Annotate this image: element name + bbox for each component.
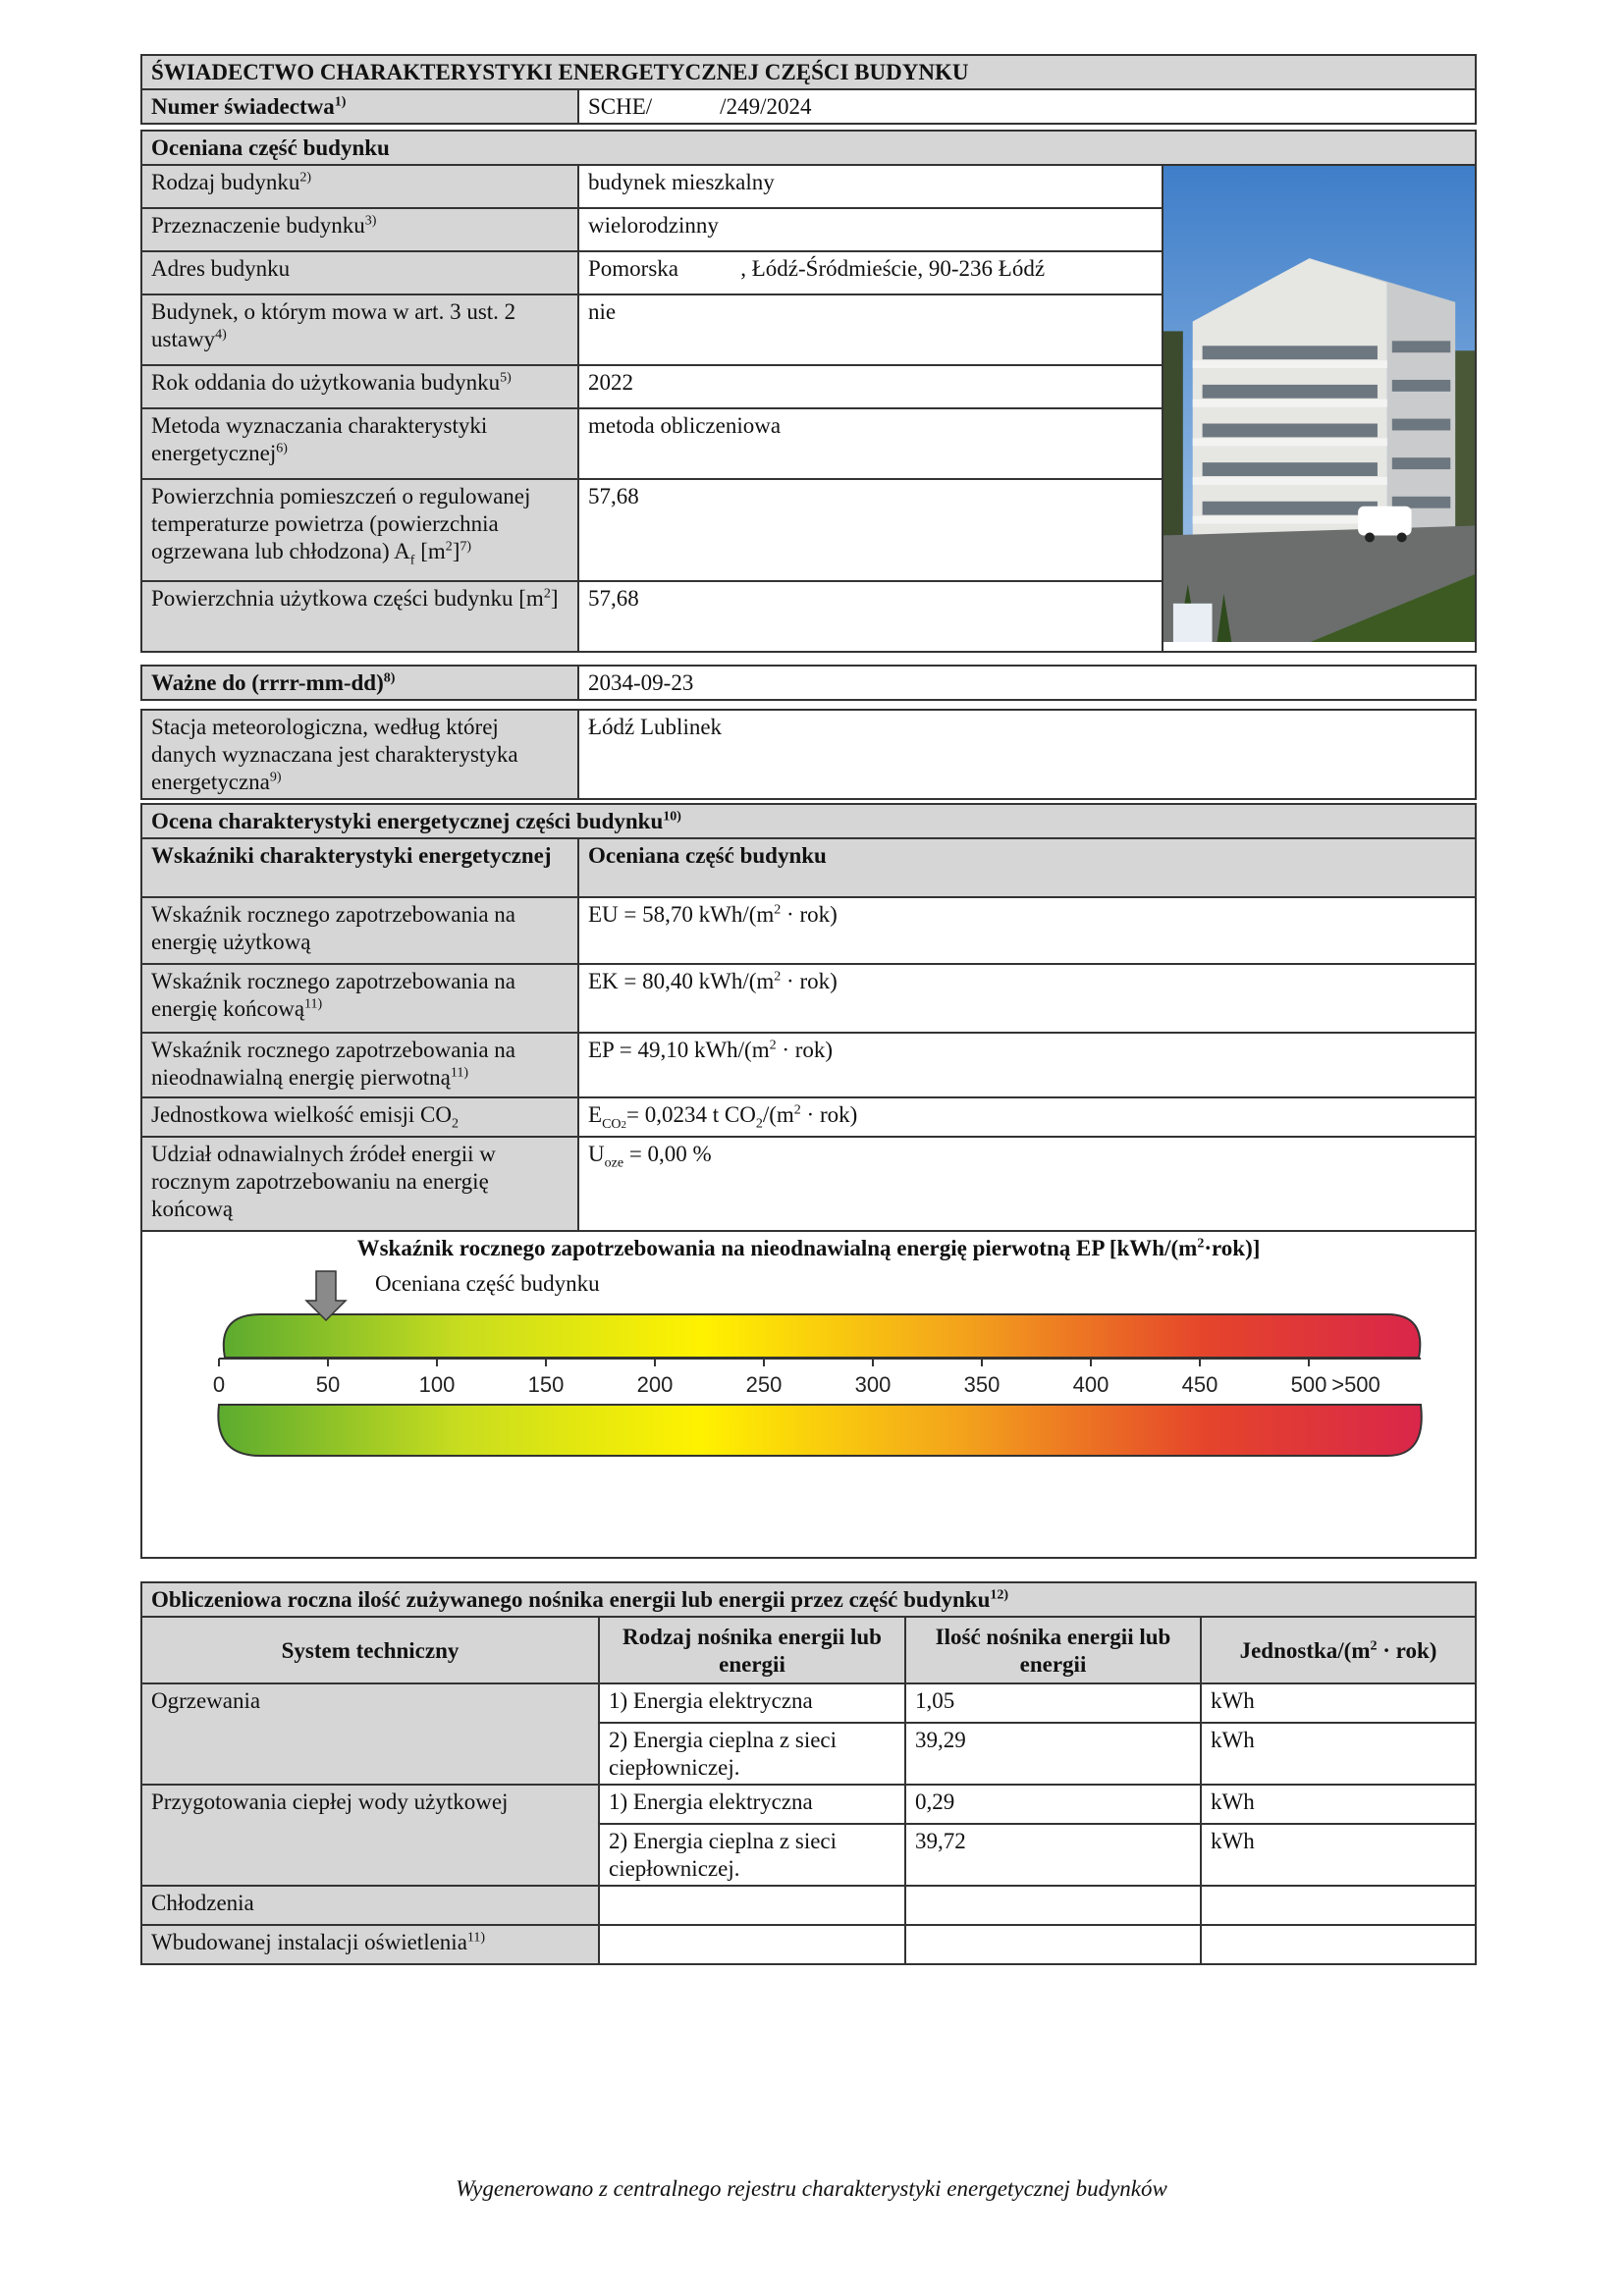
eu-label: Wskaźnik rocznego zapotrzebowania na energię użytkową — [141, 897, 578, 964]
table-cell: 1) Energia elektryczna — [599, 1785, 905, 1824]
label-text: Rok oddania do użytkowania budynku — [151, 370, 501, 395]
assessed-part-header: Oceniana część budynku — [578, 838, 1476, 897]
table-cell: kWh — [1201, 1683, 1476, 1723]
building-art3-label — [141, 294, 578, 365]
scale-tick-label: 350 — [963, 1372, 1001, 1397]
scale-tick-label: 500 — [1290, 1372, 1327, 1397]
superscript: 2 — [774, 969, 782, 985]
building-type-label — [141, 165, 578, 208]
consumption-section — [140, 1581, 1477, 1965]
ep-label — [141, 1033, 578, 1097]
building-photo — [1163, 166, 1475, 642]
col-amount-header: Ilość nośnika energii lub energii — [905, 1617, 1201, 1683]
table-cell — [905, 1925, 1201, 1964]
label-text: Obliczeniowa roczna ilość zużywanego nośnika energii lub energii przez część budynku — [151, 1587, 991, 1612]
value-text: = 0,0234 t CO — [626, 1102, 756, 1127]
label-text: Jednostkowa wielkość emisji CO — [151, 1102, 452, 1127]
footnote-ref: 7) — [460, 539, 472, 555]
building-purpose-label — [141, 208, 578, 251]
footnote-ref: 5) — [500, 370, 512, 386]
building-purpose-value: wielorodzinny — [578, 208, 1163, 251]
label-text: Stacja meteorologiczna, według której danych wyznaczana jest charakterystyka energetyczna — [151, 715, 518, 794]
table-cell: 39,29 — [905, 1723, 1201, 1785]
value-text: EP = 49,10 kWh/(m — [588, 1038, 770, 1062]
col-system-header: System techniczny — [141, 1617, 599, 1683]
scale-tick-label: 200 — [636, 1372, 674, 1397]
ep-value — [578, 1033, 1476, 1097]
subscript: f — [409, 553, 415, 568]
superscript: 2 — [445, 539, 453, 555]
table-cell: 1) Energia elektryczna — [599, 1683, 905, 1723]
table-cell: kWh — [1201, 1785, 1476, 1824]
certificate-number-text: SCHE/ /249/2024 — [588, 94, 812, 119]
building-art3-value: nie — [578, 294, 1163, 365]
footnote-ref: 10) — [663, 809, 681, 825]
footnote-ref: 11) — [450, 1065, 468, 1081]
value-text: /(m — [762, 1102, 794, 1127]
scale-tick-label: 0 — [212, 1372, 226, 1397]
scale-tick-label: 250 — [745, 1372, 783, 1397]
building-method-value: metoda obliczeniowa — [578, 408, 1163, 479]
building-photo-cell — [1163, 165, 1476, 652]
table-cell: kWh — [1201, 1824, 1476, 1886]
valid-until-value: 2034-09-23 — [578, 666, 1476, 700]
footer-note: Wygenerowano z centralnego rejestru charakterystyki energetycznej budynków — [456, 2176, 1167, 2201]
table-cell — [1201, 1925, 1476, 1964]
label-text: Wskaźnik rocznego zapotrzebowania na nieodnawialną energię pierwotną — [151, 1038, 516, 1090]
label-text: Ważne do (rrrr-mm-dd) — [151, 670, 384, 695]
oze-label: Udział odnawialnych źródeł energii w rocznym zapotrzebowaniu na energię końcową — [141, 1137, 578, 1231]
assessment-title — [141, 804, 1476, 838]
building-year-value: 2022 — [578, 365, 1163, 408]
label-text: Jednostka/(m — [1239, 1637, 1371, 1663]
ep-scale-panel — [140, 1232, 1477, 1559]
station-label — [141, 710, 578, 799]
superscript: 2 — [793, 1102, 801, 1118]
value-text: · rok) — [781, 902, 838, 927]
value-text: · rok) — [781, 969, 838, 993]
superscript: 2 — [543, 586, 551, 602]
subscript: 2 — [452, 1116, 459, 1132]
footnote-ref: 2) — [299, 170, 312, 186]
building-heated-area-label — [141, 479, 578, 581]
label-text: Wskaźnik rocznego zapotrzebowania na energię końcową — [151, 969, 516, 1021]
label-text: Powierzchnia pomieszczeń o regulowanej temperaturze powietrza (powierzchnia ogrzewana lub chłodzona) A — [151, 484, 531, 563]
label-text: ] — [550, 586, 559, 611]
station-value: Łódź Lublinek — [578, 710, 1476, 799]
certificate-title — [141, 55, 1476, 89]
value-text: = 0,00 % — [623, 1142, 712, 1166]
value-text: U — [588, 1142, 605, 1166]
label-text: ·rok)] — [1204, 1236, 1261, 1260]
co2-label — [141, 1097, 578, 1137]
scale-tick-label: 400 — [1072, 1372, 1109, 1397]
footnote-ref: 9) — [269, 770, 282, 785]
table-cell: 1,05 — [905, 1683, 1201, 1723]
co2-value — [578, 1097, 1476, 1137]
scale-ticks — [213, 1359, 1380, 1397]
valid-until-label — [141, 666, 578, 700]
table-cell: 2) Energia cieplna z sieci ciepłowniczej. — [599, 1824, 905, 1886]
footnote-ref: 4) — [215, 327, 227, 343]
label-text: Budynek, o którym mowa w art. 3 ust. 2 ustawy — [151, 299, 516, 351]
footnote-ref: 1) — [334, 94, 347, 110]
table-cell: kWh — [1201, 1723, 1476, 1785]
superscript: 2 — [769, 1038, 777, 1053]
value-text: EU = 58,70 kWh/(m — [588, 902, 775, 927]
footnote-ref: 11) — [304, 996, 323, 1012]
subscript: 2 — [755, 1116, 763, 1132]
scale-bar-bottom — [218, 1405, 1421, 1456]
value-text: · rok) — [776, 1038, 834, 1062]
lighting-label — [141, 1925, 599, 1964]
table-cell — [599, 1886, 905, 1925]
col-unit-header — [1201, 1617, 1476, 1683]
table-cell: 2) Energia cieplna z sieci ciepłowniczej. — [599, 1723, 905, 1785]
scale-tick-label: 150 — [527, 1372, 565, 1397]
certificate-number-label-text: Numer świadectwa — [151, 94, 335, 119]
scale-tick-label: 50 — [315, 1372, 341, 1397]
footnote-ref: 3) — [364, 213, 377, 229]
indicators-header: Wskaźniki charakterystyki energetycznej — [141, 838, 578, 897]
table-cell: 0,29 — [905, 1785, 1201, 1824]
ep-scale-graphic — [142, 1232, 1475, 1556]
heating-label: Ogrzewania — [141, 1683, 599, 1785]
subscript — [602, 1117, 626, 1132]
scale-tick-label: 450 — [1181, 1372, 1218, 1397]
col-carrier-header: Rodzaj nośnika energii lub energii — [599, 1617, 905, 1683]
label-text: Wskaźnik rocznego zapotrzebowania na nieodnawialną energię pierwotną EP [kWh/(m — [356, 1236, 1198, 1260]
ep-arrow-label: Oceniana część budynku — [375, 1271, 600, 1296]
building-usable-area-value: 57,68 — [578, 581, 1163, 652]
station-block — [140, 709, 1477, 800]
value-text: 2 — [621, 1118, 627, 1131]
building-type-value: budynek mieszkalny — [578, 165, 1163, 208]
superscript: 2 — [1197, 1236, 1205, 1252]
ek-value — [578, 964, 1476, 1033]
label-text: Ocena charakterystyki energetycznej części budynku — [151, 809, 664, 833]
label-text: Powierzchnia użytkowa części budynku [m — [151, 586, 544, 611]
value-text: · rok) — [800, 1102, 858, 1127]
footnote-ref: 6) — [276, 441, 288, 456]
assessment-section — [140, 803, 1477, 1559]
building-section-title-text: Oceniana część budynku — [151, 135, 390, 160]
certificate-header — [140, 54, 1477, 125]
oze-value — [578, 1137, 1476, 1231]
scale-bar-top — [224, 1314, 1421, 1358]
table-cell — [905, 1886, 1201, 1925]
table-cell: 39,72 — [905, 1824, 1201, 1886]
certificate-title-text: ŚWIADECTWO CHARAKTERYSTYKI ENERGETYCZNEJ CZĘŚCI BUDYNKU — [151, 60, 969, 84]
ep-arrow-icon — [306, 1271, 346, 1320]
footnote-ref: 11) — [466, 1930, 486, 1946]
scale-tick-label: >500 — [1331, 1372, 1380, 1397]
building-year-label — [141, 365, 578, 408]
footnote-ref: 8) — [383, 670, 396, 686]
eu-value — [578, 897, 1476, 964]
certificate-number-value — [578, 89, 1476, 124]
value-text: CO — [602, 1116, 622, 1132]
subscript: oze — [604, 1155, 624, 1171]
building-address-value: Pomorska , Łódź-Śródmieście, 90-236 Łódź — [578, 251, 1163, 294]
building-usable-area-label — [141, 581, 578, 652]
label-text: · rok) — [1377, 1637, 1437, 1663]
scale-tick-label: 300 — [854, 1372, 892, 1397]
scale-tick-label: 100 — [418, 1372, 456, 1397]
table-cell — [599, 1925, 905, 1964]
label-text: Wbudowanej instalacji oświetlenia — [151, 1930, 467, 1954]
building-section — [140, 130, 1477, 653]
cooling-label: Chłodzenia — [141, 1886, 599, 1925]
ek-label — [141, 964, 578, 1033]
superscript: 2 — [1370, 1637, 1378, 1653]
footnote-ref: 12) — [990, 1587, 1009, 1603]
dhw-label: Przygotowania ciepłej wody użytkowej — [141, 1785, 599, 1886]
validity-block — [140, 665, 1477, 701]
value-text: EK = 80,40 kWh/(m — [588, 969, 775, 993]
superscript: 2 — [774, 902, 782, 918]
building-address-label: Adres budynku — [141, 251, 578, 294]
label-text: [m — [414, 539, 446, 563]
ep-marker — [306, 1271, 346, 1320]
label-text: Metoda wyznaczania charakterystyki energetycznej — [151, 413, 488, 465]
consumption-title — [141, 1582, 1476, 1617]
table-cell — [1201, 1886, 1476, 1925]
certificate-number-label — [141, 89, 578, 124]
value-text: E — [588, 1102, 603, 1127]
building-heated-area-value: 57,68 — [578, 479, 1163, 581]
label-text: ] — [452, 539, 460, 563]
label-text: Przeznaczenie budynku — [151, 213, 365, 238]
building-method-label — [141, 408, 578, 479]
label-text: Rodzaj budynku — [151, 170, 300, 194]
building-section-title — [141, 131, 1476, 165]
